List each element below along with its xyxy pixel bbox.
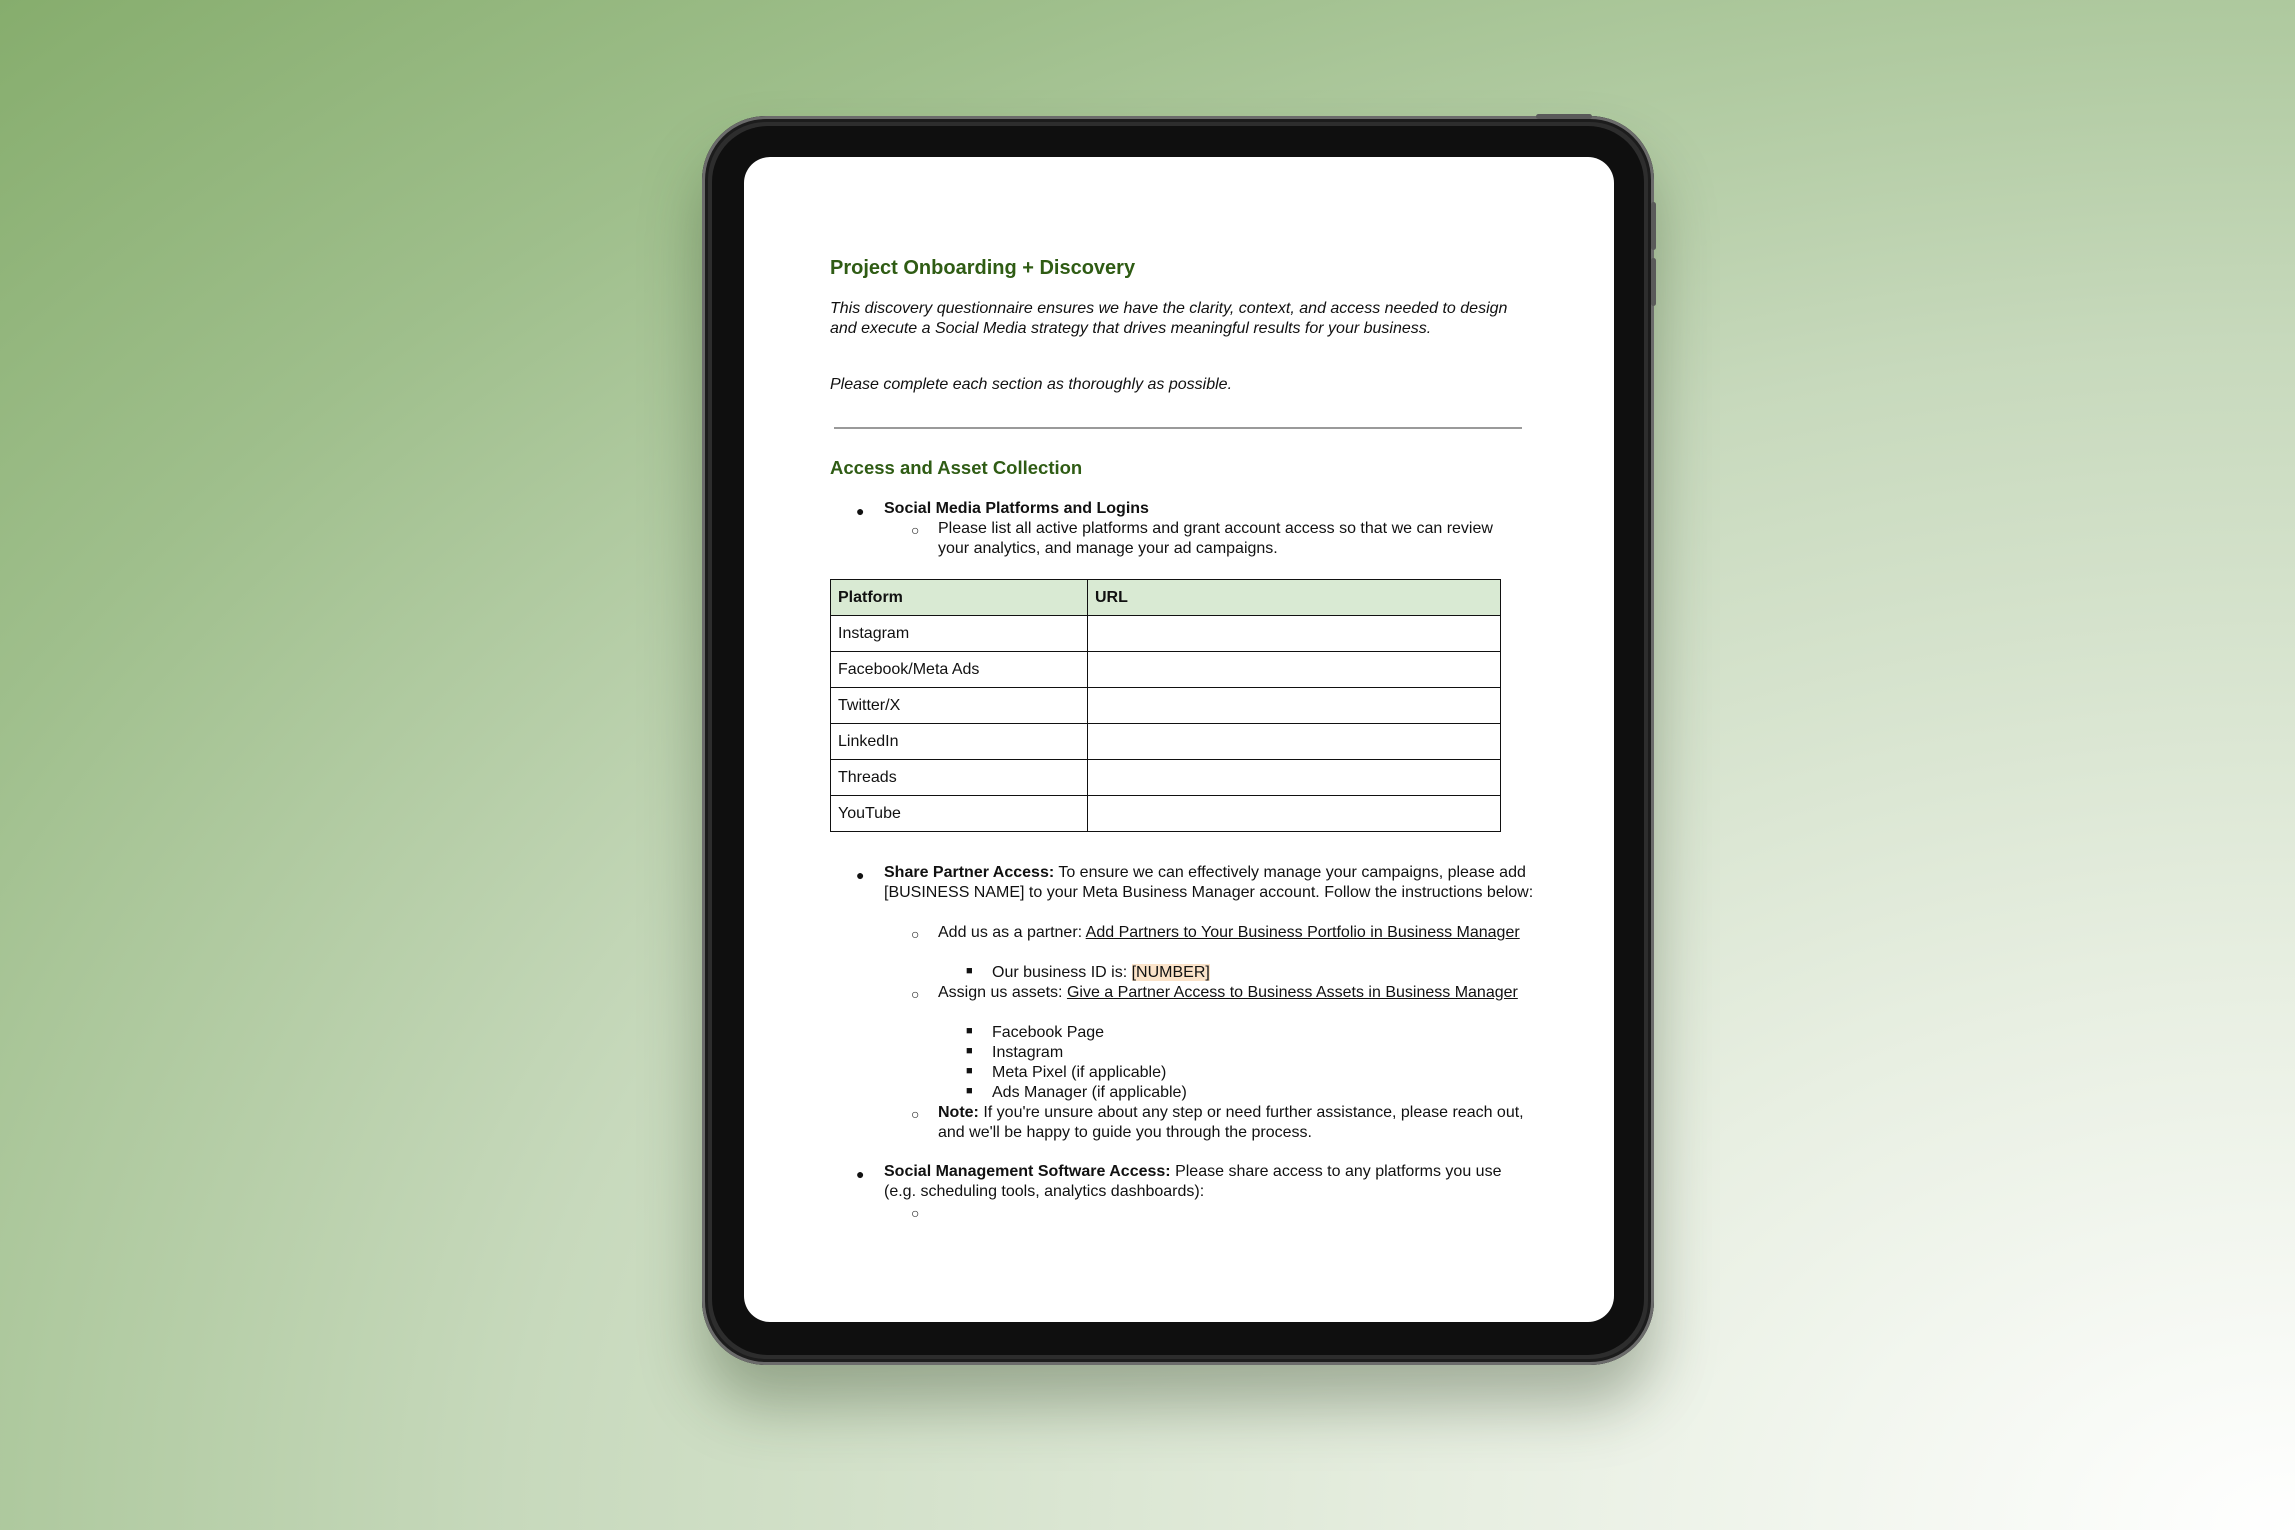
square-bullet-icon: ■ bbox=[966, 1045, 973, 1057]
note-text: If you're unsure about any step or need further assistance, please reach out, and we'll be happy to guide you through the process. bbox=[938, 1104, 1524, 1141]
circle-bullet-icon: ○ bbox=[911, 986, 920, 1002]
square-bullet-icon: ■ bbox=[966, 1065, 973, 1077]
software-access-label: Social Management Software Access: bbox=[884, 1163, 1171, 1180]
circle-bullet-icon: ○ bbox=[911, 926, 920, 942]
table-header-row bbox=[831, 580, 1501, 616]
url-cell[interactable] bbox=[1088, 760, 1501, 796]
table-row bbox=[831, 688, 1501, 724]
square-bullet-icon: ■ bbox=[966, 1085, 973, 1097]
software-access-paragraph bbox=[884, 1162, 1534, 1202]
square-bullet-icon: ■ bbox=[966, 965, 973, 977]
business-id-item bbox=[992, 963, 1210, 983]
software-access-text: Please share access to any platforms you use (e.g. scheduling tools, analytics dashboards): bbox=[884, 1163, 1502, 1200]
url-cell[interactable] bbox=[1088, 688, 1501, 724]
url-cell[interactable] bbox=[1088, 616, 1501, 652]
platform-cell: Facebook/Meta Ads bbox=[831, 652, 1088, 688]
asset-list-item: Instagram bbox=[992, 1044, 1064, 1061]
business-id-label: Our business ID is: bbox=[992, 964, 1128, 981]
business-id-value: [NUMBER] bbox=[1131, 964, 1210, 981]
platform-cell: YouTube bbox=[831, 796, 1088, 832]
table-row bbox=[831, 760, 1501, 796]
asset-list-item: Facebook Page bbox=[992, 1024, 1105, 1041]
add-partner-link[interactable]: Add Partners to Your Business Portfolio in Business Manager bbox=[1085, 924, 1520, 941]
square-bullet-icon: ■ bbox=[966, 1025, 973, 1037]
bullet-icon: ● bbox=[856, 867, 865, 883]
circle-bullet-icon: ○ bbox=[911, 522, 920, 538]
section-title: Access and Asset Collection bbox=[830, 457, 1083, 478]
document-title: Project Onboarding + Discovery bbox=[830, 257, 1136, 279]
table-row bbox=[831, 652, 1501, 688]
partner-access-paragraph bbox=[884, 863, 1534, 903]
partner-access-text: To ensure we can effectively manage your campaigns, please add [BUSINESS NAME] to your Meta Business Manager account. Follow the instructions below: bbox=[884, 864, 1534, 901]
circle-bullet-icon: ○ bbox=[911, 1205, 920, 1221]
assign-assets-link[interactable]: Give a Partner Access to Business Assets in Business Manager bbox=[1066, 984, 1518, 1001]
platforms-table bbox=[830, 579, 1501, 832]
url-cell[interactable] bbox=[1088, 796, 1501, 832]
intro-paragraph: This discovery questionnaire ensures we have the clarity, context, and access needed to design and execute a Social Media strategy that drives meaningful results for your business. bbox=[830, 300, 1508, 337]
url-cell[interactable] bbox=[1088, 652, 1501, 688]
add-partner-prefix: Add us as a partner: bbox=[938, 924, 1083, 941]
tablet-screen bbox=[744, 157, 1614, 1322]
assign-assets-prefix: Assign us assets: bbox=[938, 984, 1063, 1001]
platform-cell: Threads bbox=[831, 760, 1088, 796]
horizontal-divider bbox=[834, 427, 1522, 429]
bullet-icon: ● bbox=[856, 503, 865, 519]
social-platforms-description: Please list all active platforms and grant account access so that we can review your analytics, and manage your ad campaigns. bbox=[938, 520, 1493, 557]
intro-instruction: Please complete each section as thoroughly as possible. bbox=[830, 376, 1233, 393]
table-row bbox=[831, 616, 1501, 652]
asset-list-item: Meta Pixel (if applicable) bbox=[992, 1064, 1167, 1081]
asset-list-item: Ads Manager (if applicable) bbox=[992, 1084, 1187, 1101]
table-header-platform: Platform bbox=[831, 580, 1088, 616]
assign-assets-item bbox=[938, 983, 1518, 1003]
tablet-volume-down-button bbox=[1651, 258, 1656, 306]
note-label: Note: bbox=[938, 1104, 979, 1121]
tablet-side-button-top bbox=[1536, 114, 1592, 119]
platform-cell: LinkedIn bbox=[831, 724, 1088, 760]
note-item bbox=[938, 1103, 1533, 1143]
table-header-url: URL bbox=[1088, 580, 1501, 616]
platform-cell: Twitter/X bbox=[831, 688, 1088, 724]
add-partner-item bbox=[938, 923, 1530, 943]
table-row bbox=[831, 724, 1501, 760]
bullet-icon: ● bbox=[856, 1166, 865, 1182]
partner-access-label: Share Partner Access: bbox=[884, 864, 1055, 881]
tablet-volume-up-button bbox=[1651, 202, 1656, 250]
table-row bbox=[831, 796, 1501, 832]
platform-cell: Instagram bbox=[831, 616, 1088, 652]
circle-bullet-icon: ○ bbox=[911, 1106, 920, 1122]
social-platforms-heading: Social Media Platforms and Logins bbox=[884, 500, 1149, 517]
url-cell[interactable] bbox=[1088, 724, 1501, 760]
